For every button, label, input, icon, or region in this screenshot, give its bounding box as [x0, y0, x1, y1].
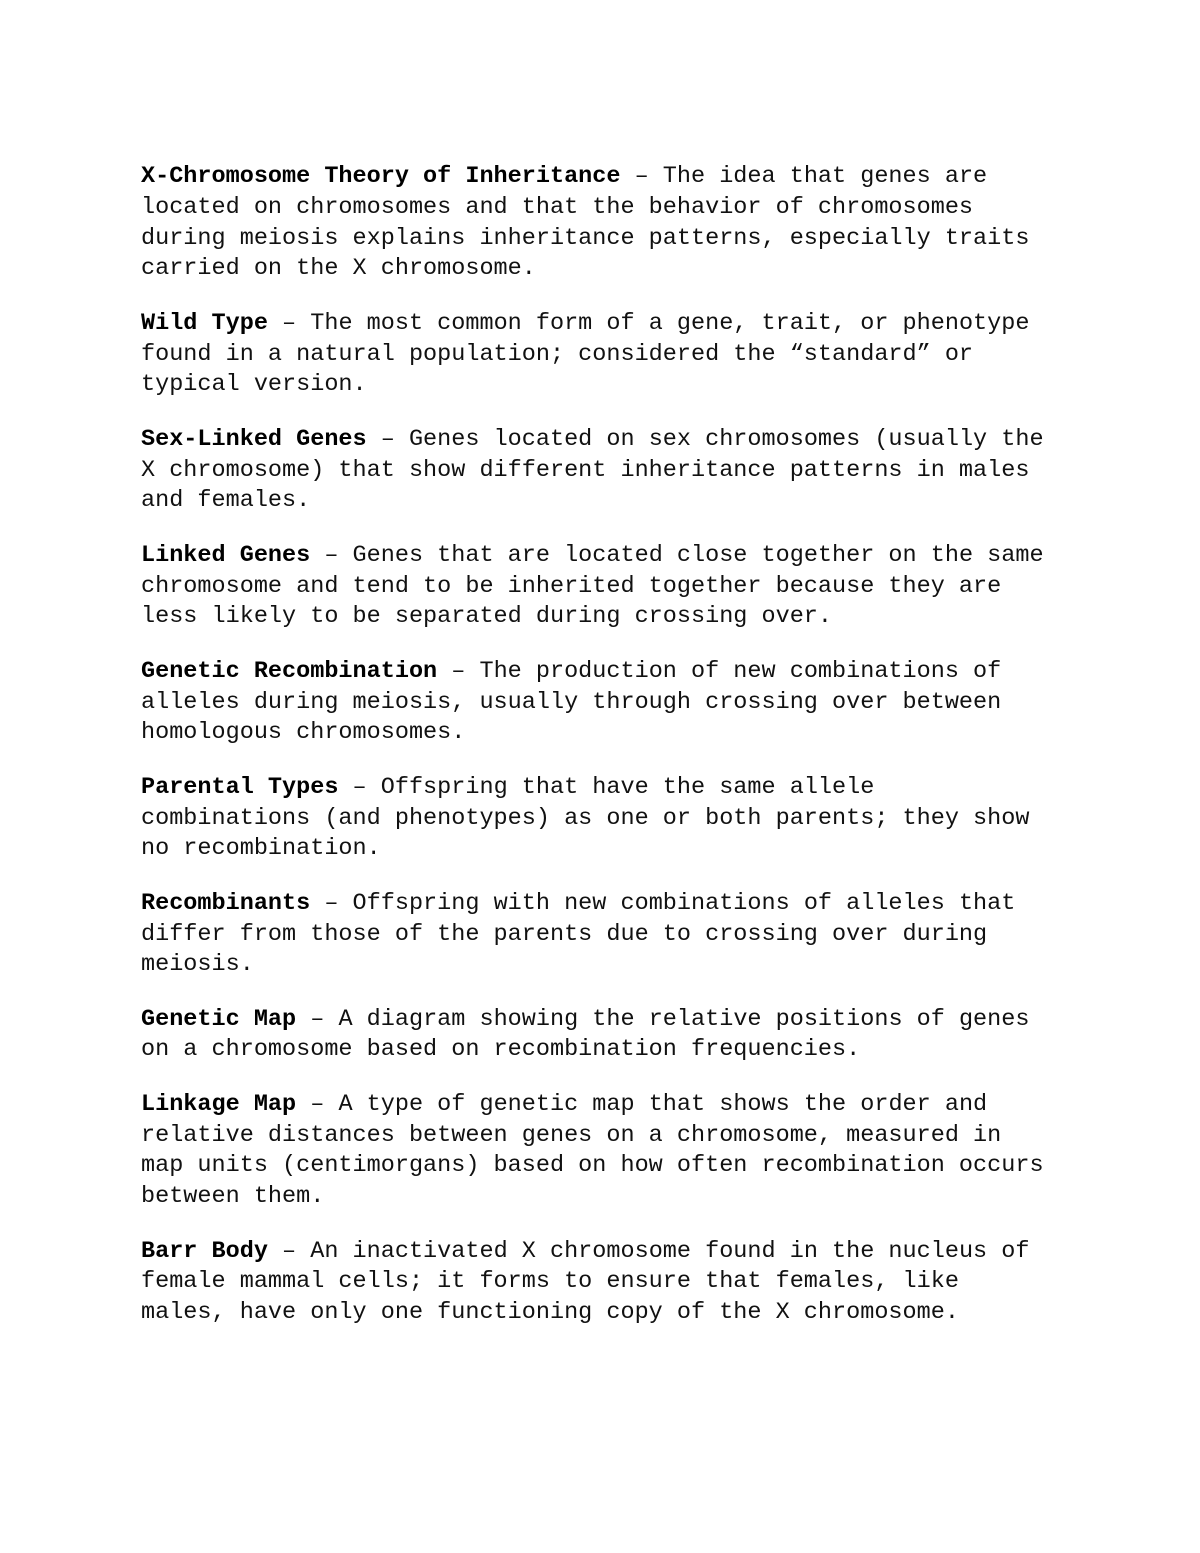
- definition-line: relative distances between genes on a chromosome, measured in: [141, 1121, 1002, 1149]
- glossary-term: Genetic Map: [141, 1005, 297, 1033]
- definition-line: The most common form of a gene, trait, or phenotype: [310, 309, 1030, 337]
- glossary-term: Genetic Recombination: [141, 657, 438, 685]
- definition-line: carried on the X chromosome.: [141, 255, 536, 283]
- term-separator: –: [437, 657, 480, 685]
- definition-line: during meiosis explains inheritance patterns, especially traits: [141, 224, 1030, 252]
- definition-line: less likely to be separated during crossing over.: [141, 603, 833, 631]
- glossary-entry: [141, 1090, 1061, 1213]
- definition-line: The production of new combinations of: [479, 657, 1002, 685]
- term-separator: –: [296, 1005, 339, 1033]
- glossary-entry: [141, 1005, 1061, 1067]
- definition-line: found in a natural population; considered the “standard” or: [141, 340, 974, 368]
- definition-line: An inactivated X chromosome found in the nucleus of: [310, 1237, 1030, 1265]
- glossary-term: Parental Types: [141, 773, 339, 801]
- definition-line: alleles during meiosis, usually through crossing over between: [141, 688, 1002, 716]
- glossary-term: Sex-Linked Genes: [141, 425, 367, 453]
- definition-line: combinations (and phenotypes) as one or both parents; they show: [141, 804, 1030, 832]
- definition-line: The idea that genes are: [662, 163, 988, 190]
- term-separator: –: [366, 425, 409, 453]
- definition-line: typical version.: [141, 371, 367, 399]
- term-separator: –: [620, 163, 663, 190]
- glossary-entry: [141, 773, 1061, 865]
- term-separator: –: [296, 1090, 339, 1118]
- definition-line: on a chromosome based on recombination frequencies.: [141, 1036, 861, 1064]
- term-separator: –: [267, 309, 311, 337]
- definition-line: males, have only one functioning copy of the X chromosome.: [141, 1299, 959, 1327]
- definition-line: meiosis.: [141, 951, 254, 979]
- definition-line: Genes located on sex chromosomes (usually the: [408, 425, 1044, 453]
- definition-line: X chromosome) that show different inheritance patterns in males: [141, 456, 1030, 484]
- definition-line: chromosome and tend to be inherited together because they are: [141, 572, 1002, 600]
- glossary-entry: [141, 541, 1061, 633]
- definition-line: differ from those of the parents due to crossing over during: [141, 920, 988, 948]
- definition-line: located on chromosomes and that the behavior of chromosomes: [141, 193, 974, 221]
- definition-line: map units (centimorgans) based on how often recombination occurs: [141, 1152, 1044, 1180]
- glossary-entry: [141, 1237, 1061, 1329]
- glossary-entry: [141, 162, 1061, 285]
- glossary-term: Linked Genes: [141, 541, 311, 569]
- term-separator: –: [310, 541, 353, 569]
- glossary-term: Recombinants: [141, 889, 311, 917]
- definition-line: between them.: [141, 1183, 325, 1211]
- glossary-term: Wild Type: [141, 309, 268, 337]
- definition-line: Offspring that have the same allele: [380, 773, 875, 801]
- term-separator: –: [338, 773, 381, 801]
- definition-line: Offspring with new combinations of alleles that: [352, 889, 1016, 917]
- glossary-term: X-Chromosome Theory of Inheritance: [141, 163, 621, 190]
- glossary-term: Barr Body: [141, 1237, 268, 1265]
- document-page: [141, 162, 1061, 1353]
- glossary-entry: [141, 657, 1061, 749]
- definition-line: homologous chromosomes.: [141, 719, 466, 747]
- definition-line: no recombination.: [141, 835, 381, 863]
- definition-line: and females.: [141, 487, 311, 515]
- term-separator: –: [310, 889, 353, 917]
- term-separator: –: [267, 1237, 311, 1265]
- definition-line: Genes that are located close together on the same: [352, 541, 1044, 569]
- glossary-term: Linkage Map: [141, 1090, 297, 1118]
- definition-line: female mammal cells; it forms to ensure that females, like: [141, 1268, 959, 1296]
- glossary-entry: [141, 425, 1061, 517]
- glossary-entry: [141, 309, 1061, 401]
- glossary-entry: [141, 889, 1061, 981]
- definition-line: A diagram showing the relative positions of genes: [338, 1005, 1030, 1033]
- definition-line: A type of genetic map that shows the order and: [338, 1090, 988, 1118]
